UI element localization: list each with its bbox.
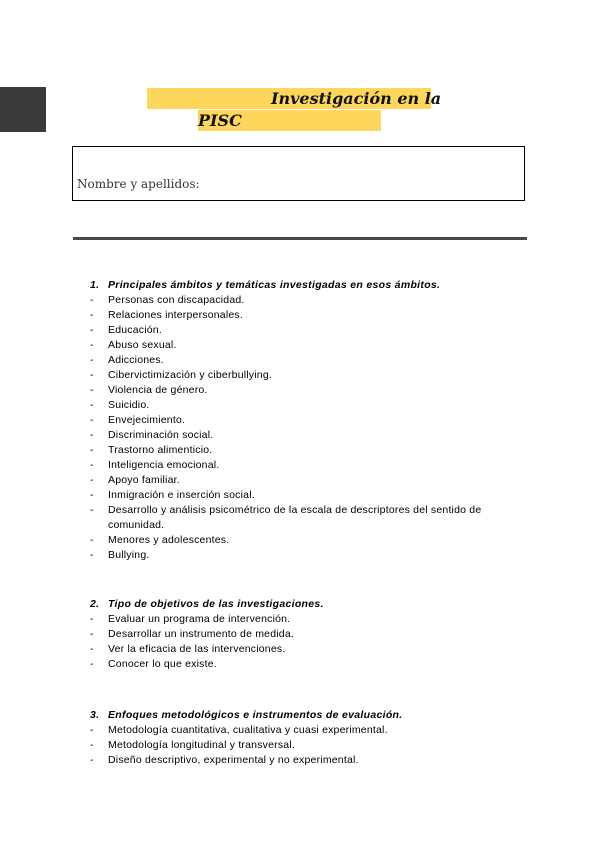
list-item-text: Apoyo familiar. — [108, 474, 180, 486]
dash-bullet: - — [90, 534, 94, 546]
section-heading: 2. Tipo de objetivos de las investigaciones. — [90, 598, 324, 610]
dash-bullet: - — [90, 339, 94, 351]
section-heading: 1. Principales ámbitos y temáticas investigadas en esos ámbitos. — [90, 279, 441, 291]
dash-bullet: - — [90, 724, 94, 736]
dash-bullet: - — [90, 628, 94, 640]
list-item — [90, 503, 530, 533]
list-item — [90, 383, 530, 398]
list-item-text: Ver la eficacia de las intervenciones. — [108, 643, 286, 655]
list-item-text: Trastorno alimenticio. — [108, 444, 213, 456]
list-item-text: Adicciones. — [108, 354, 164, 366]
section-heading: 3. Enfoques metodológicos e instrumentos de evaluación. — [90, 709, 403, 721]
dash-bullet: - — [90, 384, 94, 396]
dash-bullet: - — [90, 414, 94, 426]
list-item — [90, 738, 530, 753]
list-item-text: Diseño descriptivo, experimental y no experimental. — [108, 754, 359, 766]
list-item — [90, 338, 530, 353]
list-item — [90, 308, 530, 323]
section-2 — [90, 597, 530, 672]
list-item-text: Desarrollar un instrumento de medida. — [108, 628, 294, 640]
list-item-text: Metodología cuantitativa, cualitativa y cuasi experimental. — [108, 724, 388, 736]
dash-bullet: - — [90, 739, 94, 751]
dash-bullet: - — [90, 369, 94, 381]
list-item-text: Educación. — [108, 324, 162, 336]
dash-bullet: - — [90, 489, 94, 501]
list-item-text: Abuso sexual. — [108, 339, 177, 351]
list-item-text: Evaluar un programa de intervención. — [108, 613, 291, 625]
list-item-text: Relaciones interpersonales. — [108, 309, 243, 321]
list-item — [90, 548, 530, 563]
list-item-text: Cibervictimización y ciberbullying. — [108, 369, 272, 381]
section-1 — [90, 278, 530, 563]
list-item-text: Bullying. — [108, 549, 150, 561]
dash-bullet: - — [90, 309, 94, 321]
dash-bullet: - — [90, 549, 94, 561]
list-item — [90, 428, 530, 443]
section-3 — [90, 708, 530, 768]
dash-bullet: - — [90, 754, 94, 766]
list-item — [90, 533, 530, 548]
list-item — [90, 642, 530, 657]
list-item-text: Personas con discapacidad. — [108, 294, 245, 306]
name-field-box[interactable] — [72, 146, 525, 201]
list-item-text: Inteligencia emocional. — [108, 459, 220, 471]
list-item — [90, 753, 530, 768]
list-item-text: Desarrollo y análisis psicométrico de la escala de descriptores del sentido de comunidad. — [108, 504, 482, 531]
list-item-text: Conocer lo que existe. — [108, 658, 217, 670]
list-item — [90, 293, 530, 308]
section-list — [90, 612, 530, 672]
list-item-text: Violencia de género. — [108, 384, 208, 396]
dash-bullet: - — [90, 643, 94, 655]
list-item-text: Envejecimiento. — [108, 414, 186, 426]
list-item — [90, 398, 530, 413]
list-item-text: Discriminación social. — [108, 429, 214, 441]
list-item — [90, 612, 530, 627]
list-item — [90, 723, 530, 738]
list-item — [90, 413, 530, 428]
decorative-dark-block — [0, 87, 46, 132]
dash-bullet: - — [90, 399, 94, 411]
dash-bullet: - — [90, 429, 94, 441]
list-item — [90, 353, 530, 368]
list-item-text: Suicidio. — [108, 399, 150, 411]
list-item — [90, 323, 530, 338]
dash-bullet: - — [90, 459, 94, 471]
section-list — [90, 293, 530, 563]
dash-bullet: - — [90, 444, 94, 456]
section-list — [90, 723, 530, 768]
page-title-line-1: Investigación en la — [271, 89, 442, 108]
dash-bullet: - — [90, 613, 94, 625]
horizontal-divider — [73, 237, 527, 240]
list-item — [90, 473, 530, 488]
list-item — [90, 443, 530, 458]
dash-bullet: - — [90, 504, 94, 516]
dash-bullet: - — [90, 294, 94, 306]
list-item — [90, 657, 530, 672]
list-item-text: Metodología longitudinal y transversal. — [108, 739, 295, 751]
page-title-line-2: PISC — [198, 111, 242, 130]
dash-bullet: - — [90, 474, 94, 486]
dash-bullet: - — [90, 324, 94, 336]
list-item — [90, 488, 530, 503]
list-item-text: Menores y adolescentes. — [108, 534, 230, 546]
list-item-text: Inmigración e inserción social. — [108, 489, 255, 501]
dash-bullet: - — [90, 658, 94, 670]
list-item — [90, 627, 530, 642]
dash-bullet: - — [90, 354, 94, 366]
list-item — [90, 458, 530, 473]
name-field-label: Nombre y apellidos: — [77, 177, 200, 191]
list-item — [90, 368, 530, 383]
